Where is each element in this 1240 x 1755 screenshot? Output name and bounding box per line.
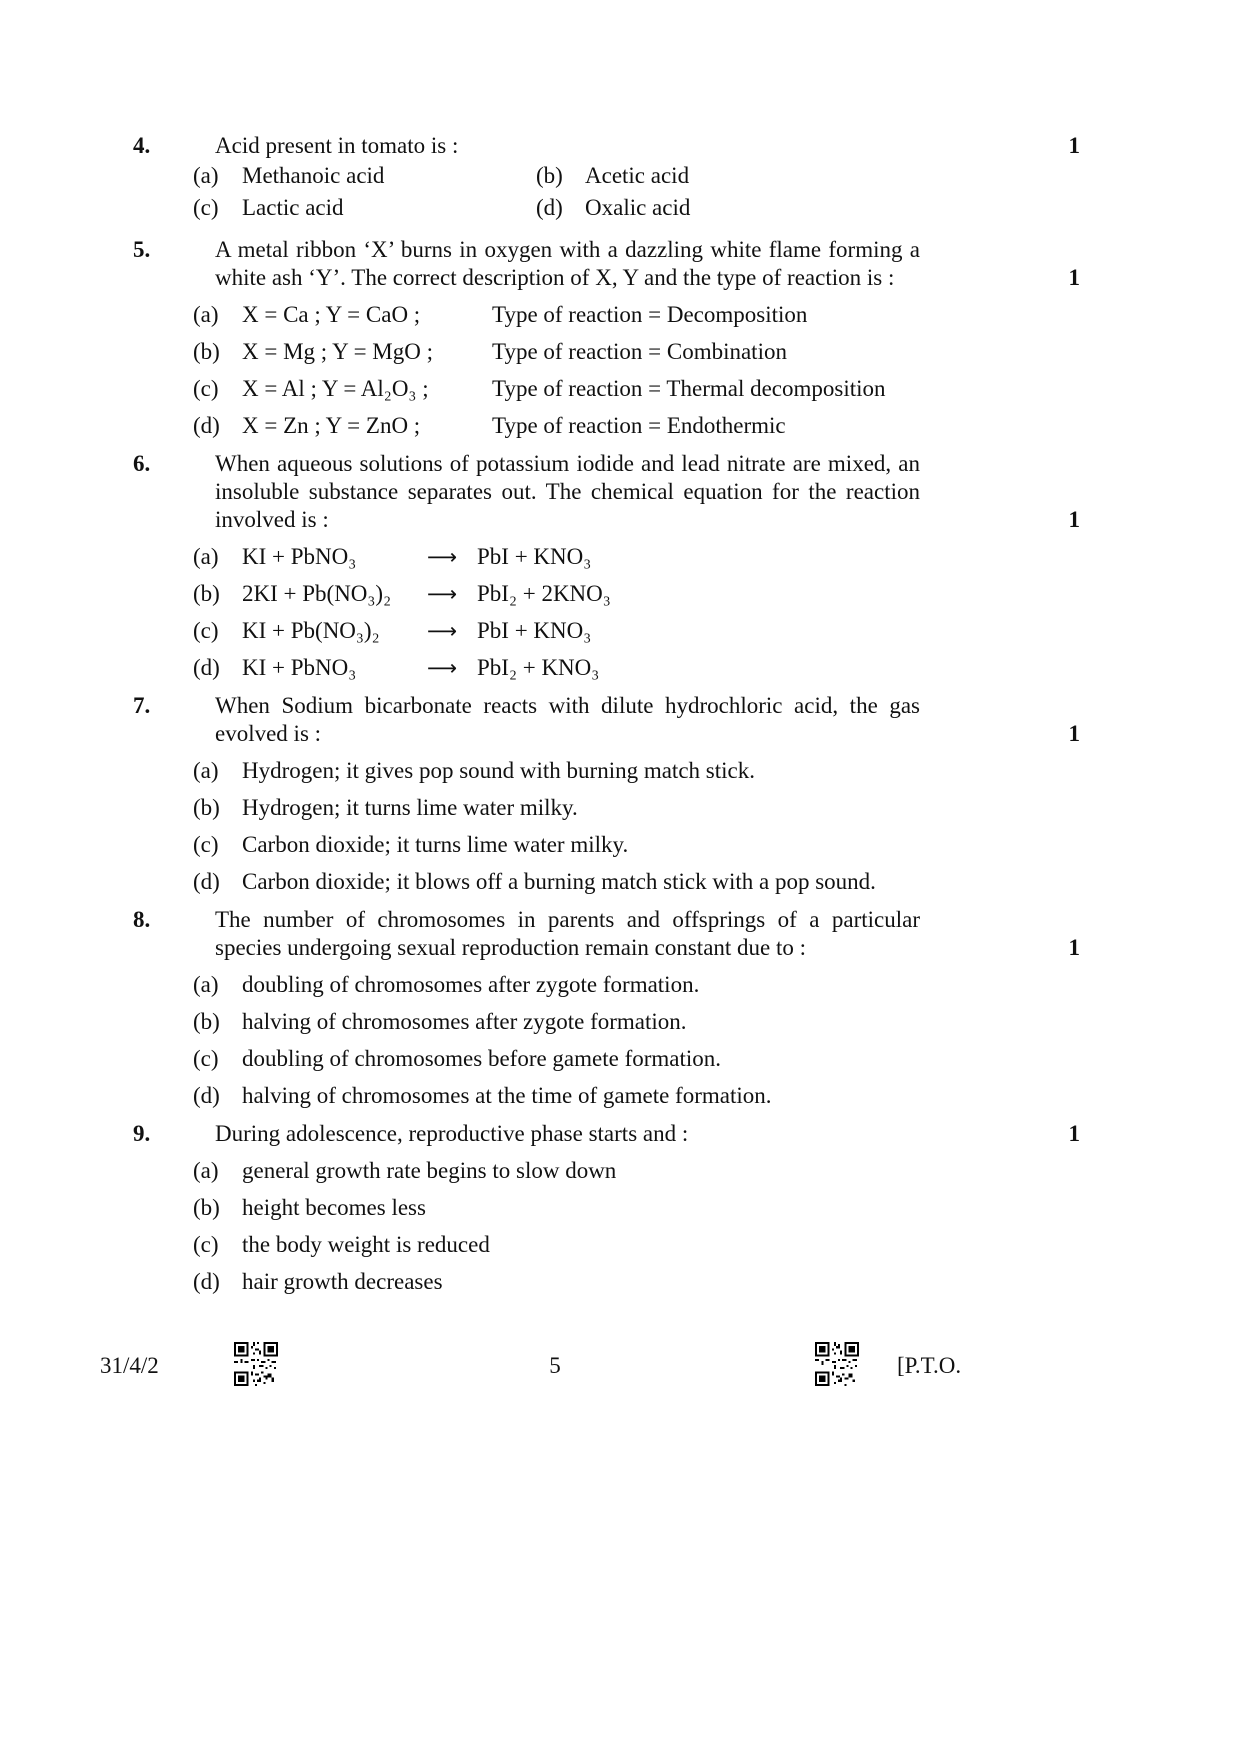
qr-code: [815, 1342, 859, 1386]
option-text: Oxalic acid: [585, 195, 691, 220]
question-text: The number of chromosomes in parents and offsprings of a particular species undergoing sexual reproduction remain constant due to :: [215, 907, 920, 960]
option-row: [193, 1231, 1080, 1259]
option-row: [193, 617, 1080, 645]
option-label: (d): [193, 413, 220, 438]
option-text: the body weight is reduced: [242, 1232, 490, 1257]
option-label: (a): [193, 758, 219, 783]
option-row: [193, 654, 1080, 682]
option-formula: X = Zn ; Y = ZnO ;: [242, 413, 421, 438]
option-formula: X = Mg ; Y = MgO ;: [242, 339, 433, 364]
questions-area: [133, 132, 1080, 1296]
question-stem-row: [133, 1120, 1080, 1148]
options-group: [193, 301, 1080, 440]
question-text-wrap: [193, 906, 920, 962]
option-reaction-type: Type of reaction = Endothermic: [492, 413, 786, 438]
question-stem-row: [133, 692, 1080, 748]
option-reaction-type: Type of reaction = Combination: [492, 339, 787, 364]
option-label: (b): [193, 339, 220, 364]
question-text: When aqueous solutions of potassium iodide and lead nitrate are mixed, an insoluble substance separates out. The chemical equation for the reaction involved is :: [215, 451, 920, 532]
option-row: [193, 1008, 1080, 1036]
option-reaction-type: Type of reaction = Thermal decomposition: [492, 376, 886, 401]
question-number: 7.: [133, 693, 151, 718]
question-text: A metal ribbon ‘X’ burns in oxygen with a dazzling white flame forming a white ash ‘Y’. The correct description of X, Y and the type of reaction is :: [215, 237, 920, 290]
option-label: (c): [193, 195, 219, 220]
question-text: Acid present in tomato is :: [215, 133, 459, 158]
question-number: 6.: [133, 451, 151, 476]
arrow-right-icon: ⟶: [426, 619, 458, 643]
question-marks: 1: [1068, 1121, 1080, 1146]
question-block: [133, 132, 1080, 226]
question-block: [133, 236, 1080, 440]
question-text: During adolescence, reproductive phase starts and :: [215, 1121, 689, 1146]
question-text-wrap: [193, 450, 920, 534]
options-group: [193, 1157, 1080, 1296]
option-label: (d): [193, 1083, 220, 1108]
option-row: [193, 757, 1080, 785]
option-formula: X = Al ; Y = Al₂O₃ ;: [242, 376, 429, 401]
question-text-wrap: [193, 132, 920, 160]
question-text-wrap: [193, 236, 920, 292]
option-text: Lactic acid: [242, 195, 344, 220]
option-label: (d): [193, 869, 220, 894]
equation-lhs: KI + PbNO₃: [242, 544, 357, 569]
option-row: [193, 338, 1080, 366]
page-footer: [0, 1340, 1240, 1400]
equation-lhs: 2KI + Pb(NO₃)₂: [242, 581, 392, 606]
equation-lhs: KI + Pb(NO₃)₂: [242, 618, 380, 643]
question-text: When Sodium bicarbonate reacts with dilute hydrochloric acid, the gas evolved is :: [215, 693, 920, 746]
question-stem-row: [133, 906, 1080, 962]
option-text: Methanoic acid: [242, 163, 385, 188]
question-block: [133, 692, 1080, 896]
option-row: [193, 1194, 1080, 1222]
option-label: (a): [193, 1158, 219, 1183]
option-text: halving of chromosomes at the time of gamete formation.: [242, 1083, 772, 1108]
option-text: Hydrogen; it gives pop sound with burning match stick.: [242, 758, 755, 783]
question-block: [133, 450, 1080, 682]
option-text: doubling of chromosomes after zygote formation.: [242, 972, 700, 997]
paper-code: 31/4/2: [100, 1353, 159, 1378]
question-marks: 1: [1068, 721, 1080, 746]
option-label: (a): [193, 163, 219, 188]
option-text: Carbon dioxide; it turns lime water milky.: [242, 832, 629, 857]
option-label: (d): [193, 655, 220, 680]
pto-label: [P.T.O.: [897, 1353, 962, 1378]
question-text-wrap: [193, 1120, 920, 1148]
question-stem-row: [133, 236, 1080, 292]
option-text: Acetic acid: [585, 163, 690, 188]
arrow-right-icon: ⟶: [426, 582, 458, 606]
option-label: (c): [193, 618, 219, 643]
option-label: (c): [193, 376, 219, 401]
page-number: 5: [549, 1353, 561, 1378]
question-marks: 1: [1068, 507, 1080, 532]
question-block: [133, 1120, 1080, 1296]
option-row: [193, 1157, 1080, 1185]
option-label: (b): [193, 1009, 220, 1034]
option-label: (a): [193, 302, 219, 327]
options-group: [193, 162, 893, 226]
option-label: (c): [193, 1232, 219, 1257]
question-stem-row: [133, 132, 1080, 160]
question-number: 5.: [133, 237, 151, 262]
equation-rhs: PbI₂ + 2KNO₃: [477, 581, 611, 606]
question-text-wrap: [193, 692, 920, 748]
equation-rhs: PbI + KNO₃: [477, 544, 592, 569]
arrow-right-icon: ⟶: [426, 545, 458, 569]
equation-lhs: KI + PbNO₃: [242, 655, 357, 680]
arrow-right-icon: ⟶: [426, 656, 458, 680]
question-marks: 1: [1068, 935, 1080, 960]
option-text: Carbon dioxide; it blows off a burning match stick with a pop sound.: [242, 869, 876, 894]
question-block: [133, 906, 1080, 1110]
option-formula: X = Ca ; Y = CaO ;: [242, 302, 421, 327]
option-row: [193, 412, 1080, 440]
option-label: (b): [193, 1195, 220, 1220]
option-reaction-type: Type of reaction = Decomposition: [492, 302, 808, 327]
option-row: [536, 194, 893, 222]
equation-rhs: PbI₂ + KNO₃: [477, 655, 600, 680]
option-text: doubling of chromosomes before gamete formation.: [242, 1046, 722, 1071]
option-row: [193, 1268, 1080, 1296]
question-number: 9.: [133, 1121, 151, 1146]
option-text: Hydrogen; it turns lime water milky.: [242, 795, 578, 820]
option-label: (c): [193, 1046, 219, 1071]
option-text: hair growth decreases: [242, 1269, 443, 1294]
option-row: [193, 194, 536, 222]
question-number: 4.: [133, 133, 151, 158]
option-row: [193, 162, 536, 190]
option-label: (d): [536, 195, 563, 220]
options-group: [193, 757, 1080, 896]
option-row: [193, 1082, 1080, 1110]
option-row: [193, 1045, 1080, 1073]
option-row: [193, 831, 1080, 859]
option-row: [193, 580, 1080, 608]
option-label: (b): [193, 795, 220, 820]
equation-rhs: PbI + KNO₃: [477, 618, 592, 643]
option-row: [193, 543, 1080, 571]
option-label: (b): [536, 163, 563, 188]
option-row: [536, 162, 893, 190]
option-text: height becomes less: [242, 1195, 426, 1220]
option-row: [193, 375, 1080, 403]
option-label: (c): [193, 832, 219, 857]
options-group: [193, 971, 1080, 1110]
question-number: 8.: [133, 907, 151, 932]
option-text: halving of chromosomes after zygote formation.: [242, 1009, 687, 1034]
option-row: [193, 794, 1080, 822]
question-marks: 1: [1068, 133, 1080, 158]
option-row: [193, 971, 1080, 999]
question-stem-row: [133, 450, 1080, 534]
option-label: (a): [193, 544, 219, 569]
option-row: [193, 301, 1080, 329]
option-label: (d): [193, 1269, 220, 1294]
option-text: general growth rate begins to slow down: [242, 1158, 617, 1183]
option-label: (a): [193, 972, 219, 997]
option-label: (b): [193, 581, 220, 606]
question-marks: 1: [1068, 265, 1080, 290]
option-row: [193, 868, 1080, 896]
options-group: [193, 543, 1080, 682]
